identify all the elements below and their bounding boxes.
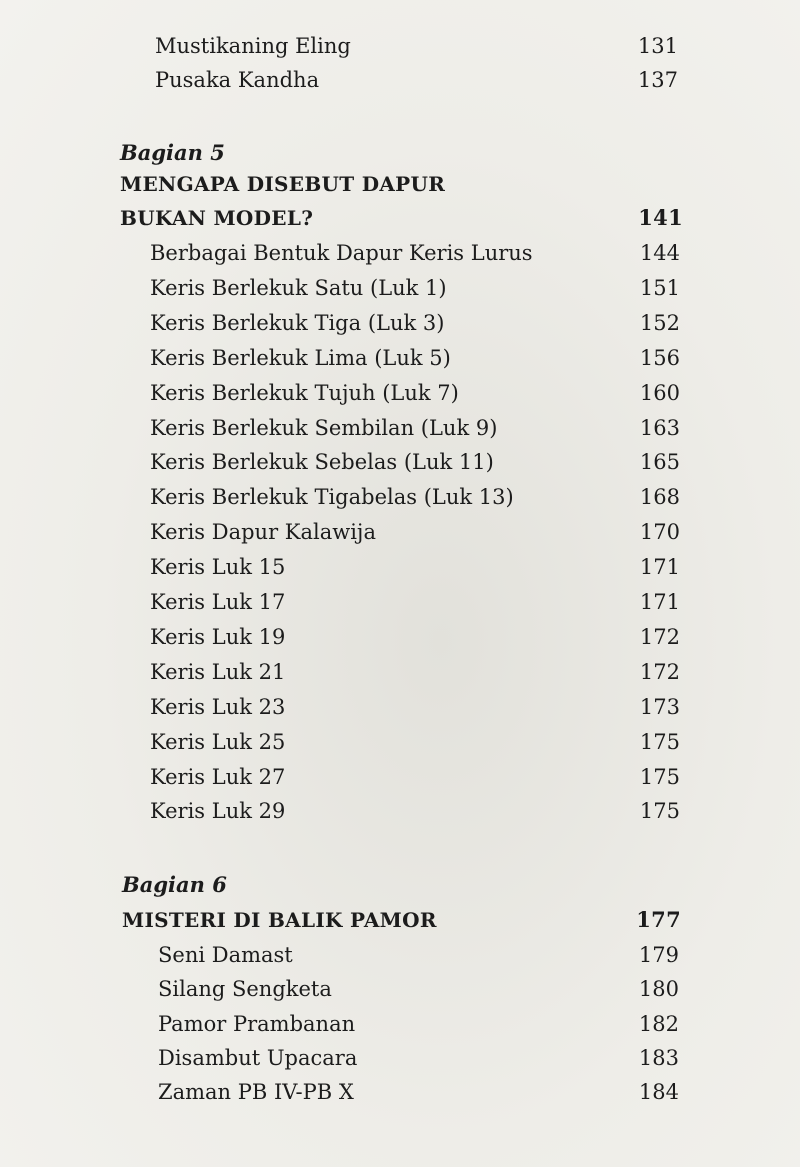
toc-entry — [150, 236, 680, 270]
toc-entry-page: 151 — [639, 275, 680, 300]
toc-entry-page: 175 — [639, 799, 680, 824]
toc-entry — [150, 794, 680, 828]
toc-entry-title: Keris Dapur Kalawija — [150, 520, 376, 545]
toc-entry-title: Keris Luk 29 — [150, 799, 286, 824]
toc-entry-page: 175 — [639, 729, 680, 754]
toc-entry-title: Keris Berlekuk Tigabelas (Luk 13) — [150, 485, 514, 510]
toc-entry — [150, 306, 680, 340]
toc-entry-page: 165 — [639, 450, 680, 475]
toc-entry-title: Mustikaning Eling — [155, 34, 351, 58]
toc-entry — [150, 515, 680, 549]
toc-entry-page: 144 — [639, 241, 680, 265]
toc-entry-title: Keris Berlekuk Sebelas (Luk 11) — [150, 450, 494, 475]
toc-entry-page: 160 — [639, 380, 680, 405]
toc-entry — [158, 1075, 679, 1109]
toc-entry-page: 172 — [639, 659, 680, 684]
toc-entry-title: Disambut Upacara — [158, 1045, 358, 1070]
part-5-heading-page: 141 — [638, 205, 683, 230]
part-5-label: Bagian 5 — [120, 140, 225, 165]
toc-entry-page: 179 — [638, 943, 679, 967]
toc-entry-title: Zaman PB IV-PB X — [158, 1080, 354, 1105]
toc-entry-title: Keris Luk 25 — [150, 729, 286, 754]
toc-entry-title: Keris Berlekuk Sembilan (Luk 9) — [150, 415, 498, 440]
toc-entry-title: Keris Berlekuk Tiga (Luk 3) — [150, 310, 445, 335]
toc-entry — [150, 760, 680, 794]
toc-entry-page: 163 — [639, 415, 680, 440]
toc-entry-page: 168 — [639, 485, 680, 510]
toc-entry-page: 173 — [639, 694, 680, 719]
toc-entry-page: 171 — [639, 555, 680, 580]
toc-entry-page: 137 — [637, 68, 678, 92]
toc-entry-title: Keris Luk 15 — [150, 555, 286, 580]
toc-entry — [150, 620, 680, 654]
toc-entry-page: 171 — [639, 590, 680, 614]
toc-entry-page: 180 — [638, 977, 679, 1002]
toc-entry — [150, 585, 680, 619]
toc-entry-page: 152 — [639, 310, 680, 335]
toc-entry-page: 131 — [637, 34, 678, 58]
toc-entry — [150, 271, 680, 305]
part-6-heading: MISTERI DI BALIK PAMOR — [122, 908, 437, 932]
part-5-heading-line-2: BUKAN MODEL? — [120, 206, 314, 230]
toc-entry-title: Keris Berlekuk Tujuh (Luk 7) — [150, 380, 459, 405]
toc-entry — [150, 445, 680, 479]
toc-entry-title: Silang Sengketa — [158, 977, 332, 1002]
toc-entry-page: 184 — [638, 1080, 679, 1105]
toc-entry-page: 182 — [638, 1011, 679, 1036]
toc-entry — [158, 1041, 679, 1075]
toc-entry-title: Keris Luk 19 — [150, 624, 286, 649]
toc-entry — [158, 972, 679, 1006]
toc-entry — [155, 63, 678, 97]
toc-entry — [155, 29, 678, 63]
part-6-heading-page: 177 — [636, 907, 681, 932]
toc-entry-page: 156 — [639, 345, 680, 370]
toc-entry — [150, 655, 680, 689]
toc-entry — [150, 341, 680, 375]
toc-entry — [150, 725, 680, 759]
toc-entry-page: 170 — [639, 520, 680, 545]
toc-entry-title: Keris Luk 23 — [150, 694, 286, 719]
toc-entry-page: 172 — [639, 624, 680, 649]
part-6-heading-row — [122, 903, 681, 937]
part-6-label: Bagian 6 — [122, 872, 227, 897]
toc-entry-title: Berbagai Bentuk Dapur Keris Lurus — [150, 241, 533, 265]
toc-entry — [150, 376, 680, 410]
toc-entry-title: Keris Luk 27 — [150, 764, 286, 789]
toc-entry — [150, 411, 680, 445]
toc-entry — [150, 480, 680, 514]
toc-entry — [150, 690, 680, 724]
toc-entry-page: 175 — [639, 764, 680, 789]
toc-entry-title: Pamor Prambanan — [158, 1011, 356, 1036]
toc-entry — [158, 938, 679, 972]
toc-entry-title: Seni Damast — [158, 943, 293, 967]
toc-entry-title: Keris Luk 21 — [150, 659, 286, 684]
toc-entry — [150, 550, 680, 584]
toc-entry-page: 183 — [638, 1045, 679, 1070]
part-5-heading-row — [120, 201, 683, 235]
toc-entry-title: Pusaka Kandha — [155, 68, 320, 92]
toc-entry-title: Keris Berlekuk Satu (Luk 1) — [150, 275, 447, 300]
toc-entry-title: Keris Berlekuk Lima (Luk 5) — [150, 345, 451, 370]
part-5-heading-line-1: MENGAPA DISEBUT DAPUR — [120, 172, 446, 196]
toc-entry-title: Keris Luk 17 — [150, 590, 286, 614]
toc-entry — [158, 1007, 679, 1041]
